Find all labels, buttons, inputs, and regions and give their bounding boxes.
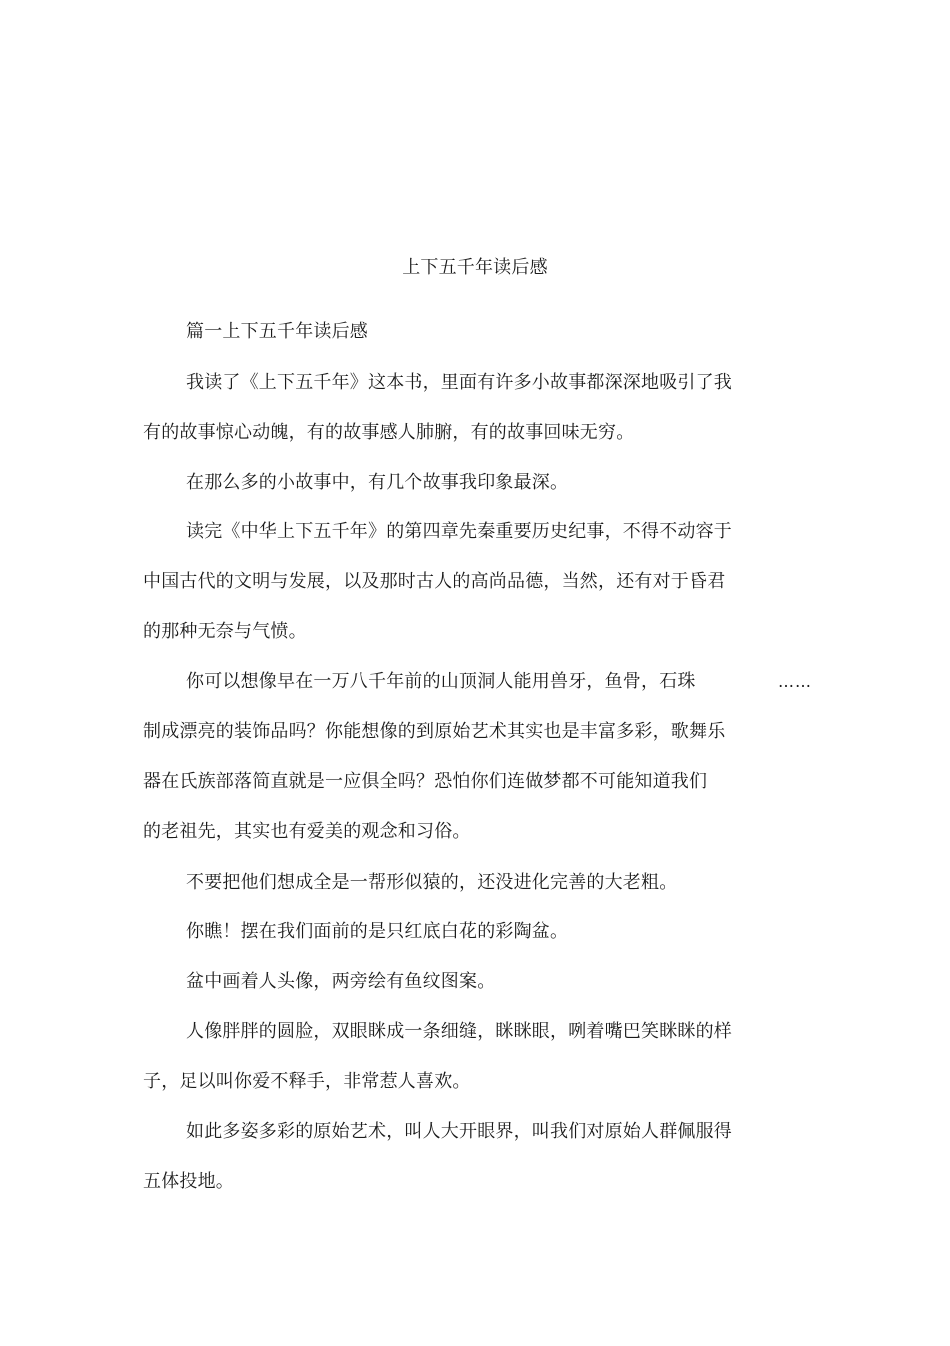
paragraph-line: 你可以想像早在一万八千年前的山顶洞人能用兽牙，鱼骨，石珠 [186, 671, 696, 692]
paragraph-line: 的老祖先，其实也有爱美的观念和习俗。 [143, 821, 471, 842]
paragraph-line: 在那么多的小故事中，有几个故事我印象最深。 [186, 472, 569, 493]
section-heading: 篇一上下五千年读后感 [186, 321, 368, 342]
paragraph-line: 器在氏族部落简直就是一应俱全吗？恐怕你们连做梦都不可能知道我们 [143, 771, 708, 792]
document-title: 上下五千年读后感 [402, 257, 548, 278]
paragraph-line: 读完《中华上下五千年》的第四章先秦重要历史纪事，不得不动容于 [186, 521, 732, 542]
paragraph-line: 制成漂亮的装饰品吗？你能想像的到原始艺术其实也是丰富多彩，歌舞乐 [143, 721, 726, 742]
paragraph-line: 中国古代的文明与发展，以及那时古人的高尚品德，当然，还有对于昏君 [143, 571, 726, 592]
margin-ellipsis: …… [778, 672, 812, 691]
paragraph-line: 的那种无奈与气愤。 [143, 621, 307, 642]
paragraph-line: 不要把他们想成全是一帮形似猿的，还没进化完善的大老粗。 [186, 872, 678, 893]
paragraph-line: 子，足以叫你爱不释手，非常惹人喜欢。 [143, 1071, 471, 1092]
paragraph-line: 我读了《上下五千年》这本书，里面有许多小故事都深深地吸引了我 [186, 372, 732, 393]
paragraph-line: 五体投地。 [143, 1171, 234, 1192]
paragraph-line: 盆中画着人头像，两旁绘有鱼纹图案。 [186, 971, 496, 992]
paragraph-line: 有的故事惊心动魄，有的故事感人肺腑，有的故事回味无穷。 [143, 422, 635, 443]
paragraph-line: 你瞧！摆在我们面前的是只红底白花的彩陶盆。 [186, 921, 569, 942]
paragraph-line: 如此多姿多彩的原始艺术，叫人大开眼界，叫我们对原始人群佩服得 [186, 1121, 732, 1142]
paragraph-line: 人像胖胖的圆脸，双眼眯成一条细缝，眯眯眼，咧着嘴巴笑眯眯的样 [186, 1021, 732, 1042]
